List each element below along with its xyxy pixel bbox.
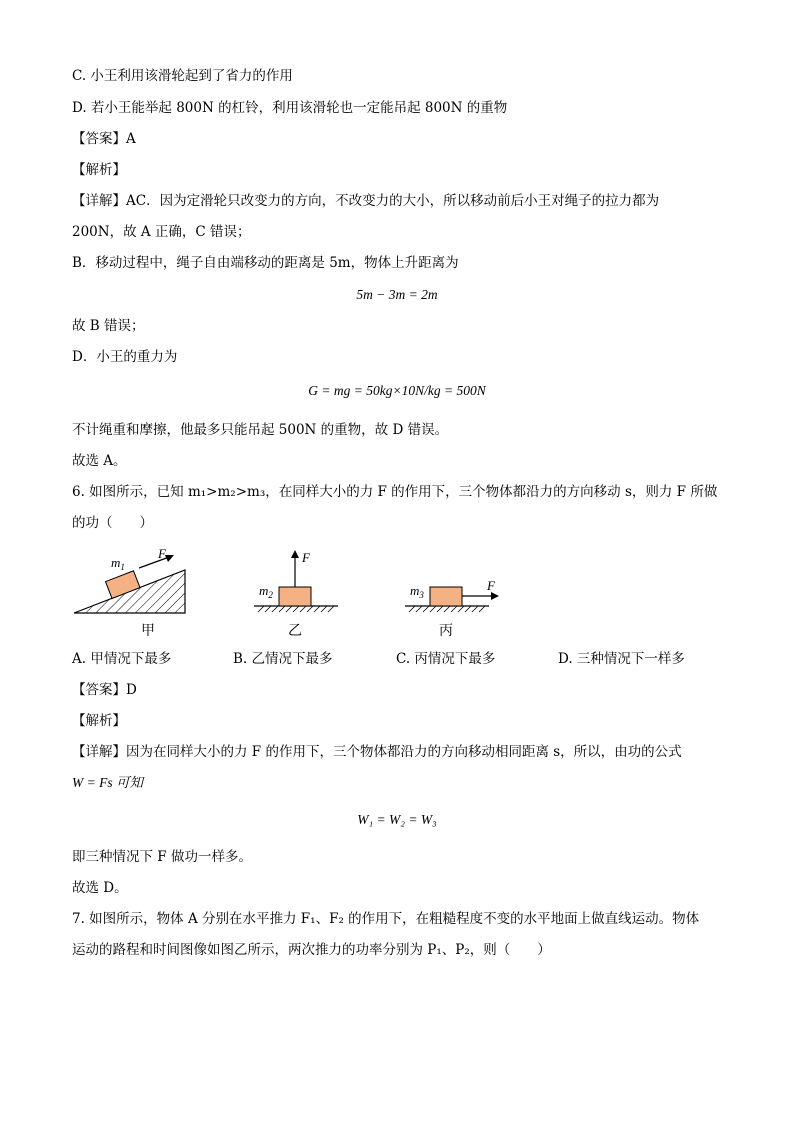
option-6-c: C. 丙情况下最多 [396, 651, 496, 667]
incline-diagram [74, 546, 185, 639]
force-label-jia: F [158, 546, 166, 561]
mass-sub-3: 3 [419, 590, 424, 600]
svg-text:m2 [259, 583, 273, 600]
question-6-line-1: 6. 如图所示，已知 m₁>m₂>m₃，在同样大小的力 F 的作用下，三个物体都沿力的方向移动 s，则力 F 所做 [72, 484, 718, 500]
mass-label-m3: m [410, 583, 420, 598]
equation-distance: 5m − 3m = 2m [356, 287, 438, 302]
option-6-b: B. 乙情况下最多 [233, 651, 333, 667]
mass-sub-1: 1 [120, 562, 125, 572]
option-c-text: C. 小王利用该滑轮起到了省力的作用 [72, 68, 293, 84]
option-6-d: D. 三种情况下一样多 [558, 651, 685, 667]
block-m2 [279, 587, 311, 606]
block-m3 [430, 587, 462, 606]
mass-label-m1: m [111, 555, 121, 570]
force-label-yi: F [302, 550, 310, 565]
question-7-line-2: 运动的路程和时间图像如图乙所示，两次推力的功率分别为 P₁、P₂，则（ ） [72, 942, 551, 958]
choose-5: 故选 A。 [72, 453, 127, 469]
question-7-line-1: 7. 如图所示，物体 A 分别在水平推力 F₁、F₂ 的作用下，在粗糙程度不变的水平地面上做直线运动。物体 [72, 911, 700, 927]
analysis-label-5: 【解析】 [72, 162, 126, 178]
detail-5-line-1: 【详解】AC．因为定滑轮只改变力的方向，不改变力的大小，所以移动前后小王对绳子的拉力都为 [72, 193, 660, 209]
mass-sub-2: 2 [268, 590, 273, 600]
svg-text:m1 [111, 555, 125, 572]
choose-6: 故选 D。 [72, 880, 128, 896]
caption-jia: 甲 [141, 624, 155, 639]
horizontal-force-diagram [405, 578, 499, 639]
analysis-label-6: 【解析】 [72, 713, 126, 729]
equation-gravity: G = mg = 50kg×10N/kg = 500N [308, 383, 486, 398]
answer-label-5: 【答案】A [72, 131, 136, 147]
detail-5-line-6: 不计绳重和摩擦，他最多只能吊起 500N 的重物，故 D 错误。 [72, 422, 449, 438]
detail-6-line-3: 即三种情况下 F 做功一样多。 [72, 849, 252, 865]
detail-6-line-1: 【详解】因为在同样大小的力 F 的作用下，三个物体都沿力的方向移动相同距离 s，所以，由功的公式 [72, 744, 682, 760]
answer-label-6: 【答案】D [72, 682, 137, 698]
caption-bing: 丙 [439, 624, 453, 639]
svg-text:m3 [410, 583, 424, 600]
option-6-a: A. 甲情况下最多 [72, 651, 172, 667]
detail-5-line-4: 故 B 错误； [72, 318, 145, 334]
caption-yi: 乙 [288, 624, 302, 639]
mass-label-m2: m [259, 583, 269, 598]
option-d-text: D. 若小王能举起 800N 的杠铃，利用该滑轮也一定能吊起 800N 的重物 [72, 100, 508, 116]
force-diagram-figure [0, 540, 794, 640]
detail-5-line-3: B．移动过程中，绳子自由端移动的距离是 5m，物体上升距离为 [72, 255, 459, 271]
detail-5-line-2: 200N，故 A 正确，C 错误； [72, 224, 251, 240]
force-label-bing: F [487, 578, 495, 593]
detail-5-line-5: D．小王的重力为 [72, 349, 178, 365]
equation-work: W₁ = W₂ = W₃ [357, 812, 437, 827]
detail-6-line-2: W = Fs 可知 [72, 775, 143, 790]
vertical-force-diagram [254, 550, 338, 639]
question-6-line-2: 的功（ ） [72, 515, 153, 531]
